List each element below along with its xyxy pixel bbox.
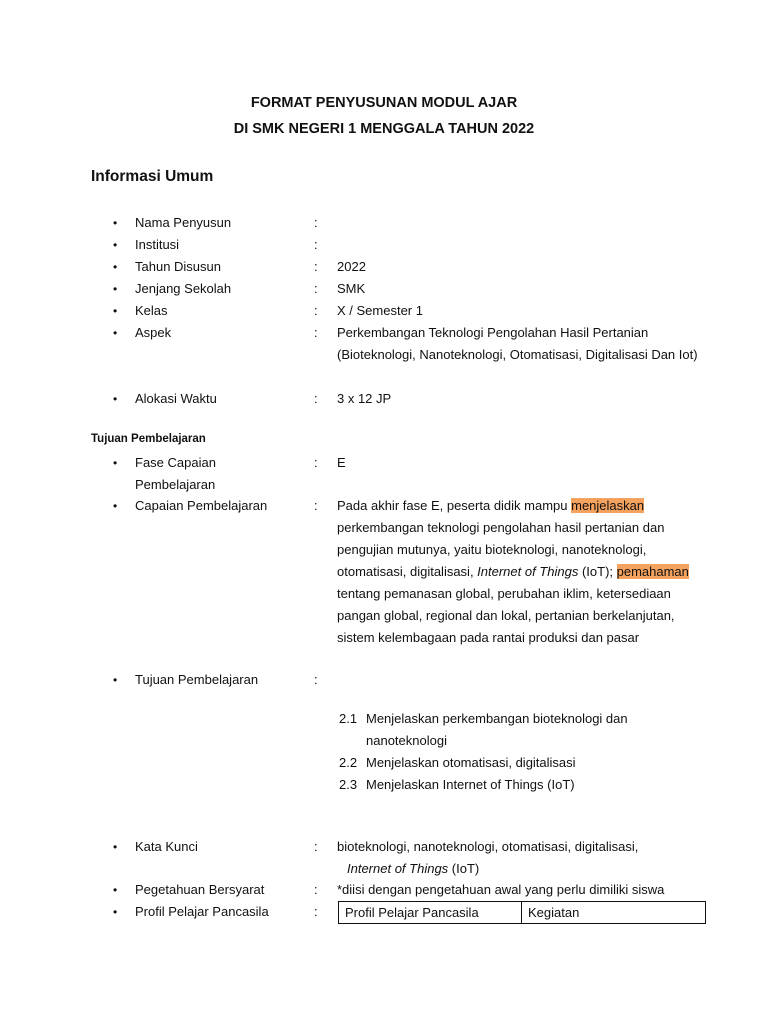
bullet: •: [113, 216, 118, 230]
colon: :: [314, 281, 318, 296]
info-label: Tahun Disusun: [135, 259, 221, 274]
bullet: •: [113, 392, 118, 406]
capaian-part4: tentang pemanasan global, perubahan iklim, ketersediaan pangan global, regional dan lokal, pertanian berkelanjutan, sistem kelembagaan pada rantai produksi dan pasar: [337, 586, 675, 645]
info-label: Alokasi Waktu: [135, 391, 217, 406]
bullet: •: [113, 499, 118, 513]
colon: :: [314, 904, 318, 919]
info-value: E: [337, 455, 346, 470]
kata-kunci-line1: bioteknologi, nanoteknologi, otomatisasi, digitalisasi,: [337, 839, 639, 854]
colon: :: [314, 882, 318, 897]
bullet: •: [113, 238, 118, 252]
info-label: Kelas: [135, 303, 168, 318]
colon: :: [314, 391, 318, 406]
info-value: SMK: [337, 281, 366, 296]
info-label: Fase Capaian Pembelajaran: [135, 455, 216, 492]
bullet: •: [113, 905, 118, 919]
info-value: 2022: [337, 259, 366, 274]
colon: :: [314, 259, 318, 274]
table-header-profil: Profil Pelajar Pancasila: [339, 902, 522, 924]
info-value: 3 x 12 JP: [337, 391, 392, 406]
colon: :: [314, 455, 318, 470]
bullet: •: [113, 326, 118, 340]
colon: :: [314, 325, 318, 340]
info-label: Aspek: [135, 325, 172, 340]
list-number: 2.1: [339, 711, 358, 726]
list-text: Menjelaskan Internet of Things (IoT): [366, 777, 575, 792]
info-label: Capaian Pembelajaran: [135, 498, 268, 513]
section-heading-goals: Tujuan Pembelajaran: [91, 433, 206, 445]
list-number: 2.2: [339, 755, 358, 770]
bullet: •: [113, 673, 118, 687]
bullet: •: [113, 304, 118, 318]
kata-kunci-line2: [337, 861, 479, 876]
info-value: *diisi dengan pengetahuan awal yang perlu dimiliki siswa: [337, 882, 665, 897]
info-label: Profil Pelajar Pancasila: [135, 904, 269, 919]
list-text: Menjelaskan otomatisasi, digitalisasi: [366, 755, 576, 770]
capaian-part2: perkembangan teknologi pengolahan hasil pertanian dan pengujian mutunya, yaitu bioteknologi, nanoteknologi, otomatisasi, digitalisasi,: [337, 520, 665, 579]
kata-kunci-suffix: (IoT): [448, 861, 480, 876]
kata-kunci-value: [337, 836, 709, 880]
bullet: •: [113, 282, 118, 296]
doc-title-line1: FORMAT PENYUSUNAN MODUL AJAR: [250, 95, 518, 111]
list-text: Menjelaskan perkembangan bioteknologi dan nanoteknologi: [366, 711, 628, 748]
colon: :: [314, 237, 318, 252]
kata-kunci-iot-italic: Internet of Things: [347, 861, 449, 876]
colon: :: [314, 672, 318, 687]
list-number: 2.3: [339, 777, 358, 792]
colon: :: [314, 215, 318, 230]
capaian-part3: (IoT);: [578, 564, 617, 579]
info-value: Perkembangan Teknologi Pengolahan Hasil Pertanian (Bioteknologi, Nanoteknologi, Otomatisasi, Digitalisasi Dan Iot): [337, 325, 698, 362]
table-header-kegiatan: Kegiatan: [522, 902, 706, 924]
bullet: •: [113, 456, 118, 470]
bullet: •: [113, 260, 118, 274]
info-value: X / Semester 1: [337, 303, 423, 318]
bullet: •: [113, 883, 118, 897]
info-label: Jenjang Sekolah: [135, 281, 232, 296]
info-label: Kata Kunci: [135, 839, 198, 854]
table-row: [339, 902, 706, 924]
info-label: Institusi: [135, 237, 180, 252]
capaian-text: [337, 495, 689, 649]
profil-table: [338, 901, 706, 924]
colon: :: [314, 498, 318, 513]
bullet: •: [113, 840, 118, 854]
colon: :: [314, 303, 318, 318]
doc-title-line2: DI SMK NEGERI 1 MENGGALA TAHUN 2022: [233, 121, 535, 137]
highlight-pemahaman: pemahaman: [616, 564, 689, 579]
info-label: Tujuan Pembelajaran: [135, 672, 259, 687]
capaian-iot-italic: Internet of Things: [477, 564, 579, 579]
section-heading-general: Informasi Umum: [91, 168, 214, 185]
capaian-part1: Pada akhir fase E, peserta didik mampu: [337, 498, 572, 513]
info-label: Nama Penyusun: [135, 215, 232, 230]
colon: :: [314, 839, 318, 854]
highlight-menjelaskan: menjelaskan: [571, 498, 645, 513]
info-label: Pegetahuan Bersyarat: [135, 882, 265, 897]
